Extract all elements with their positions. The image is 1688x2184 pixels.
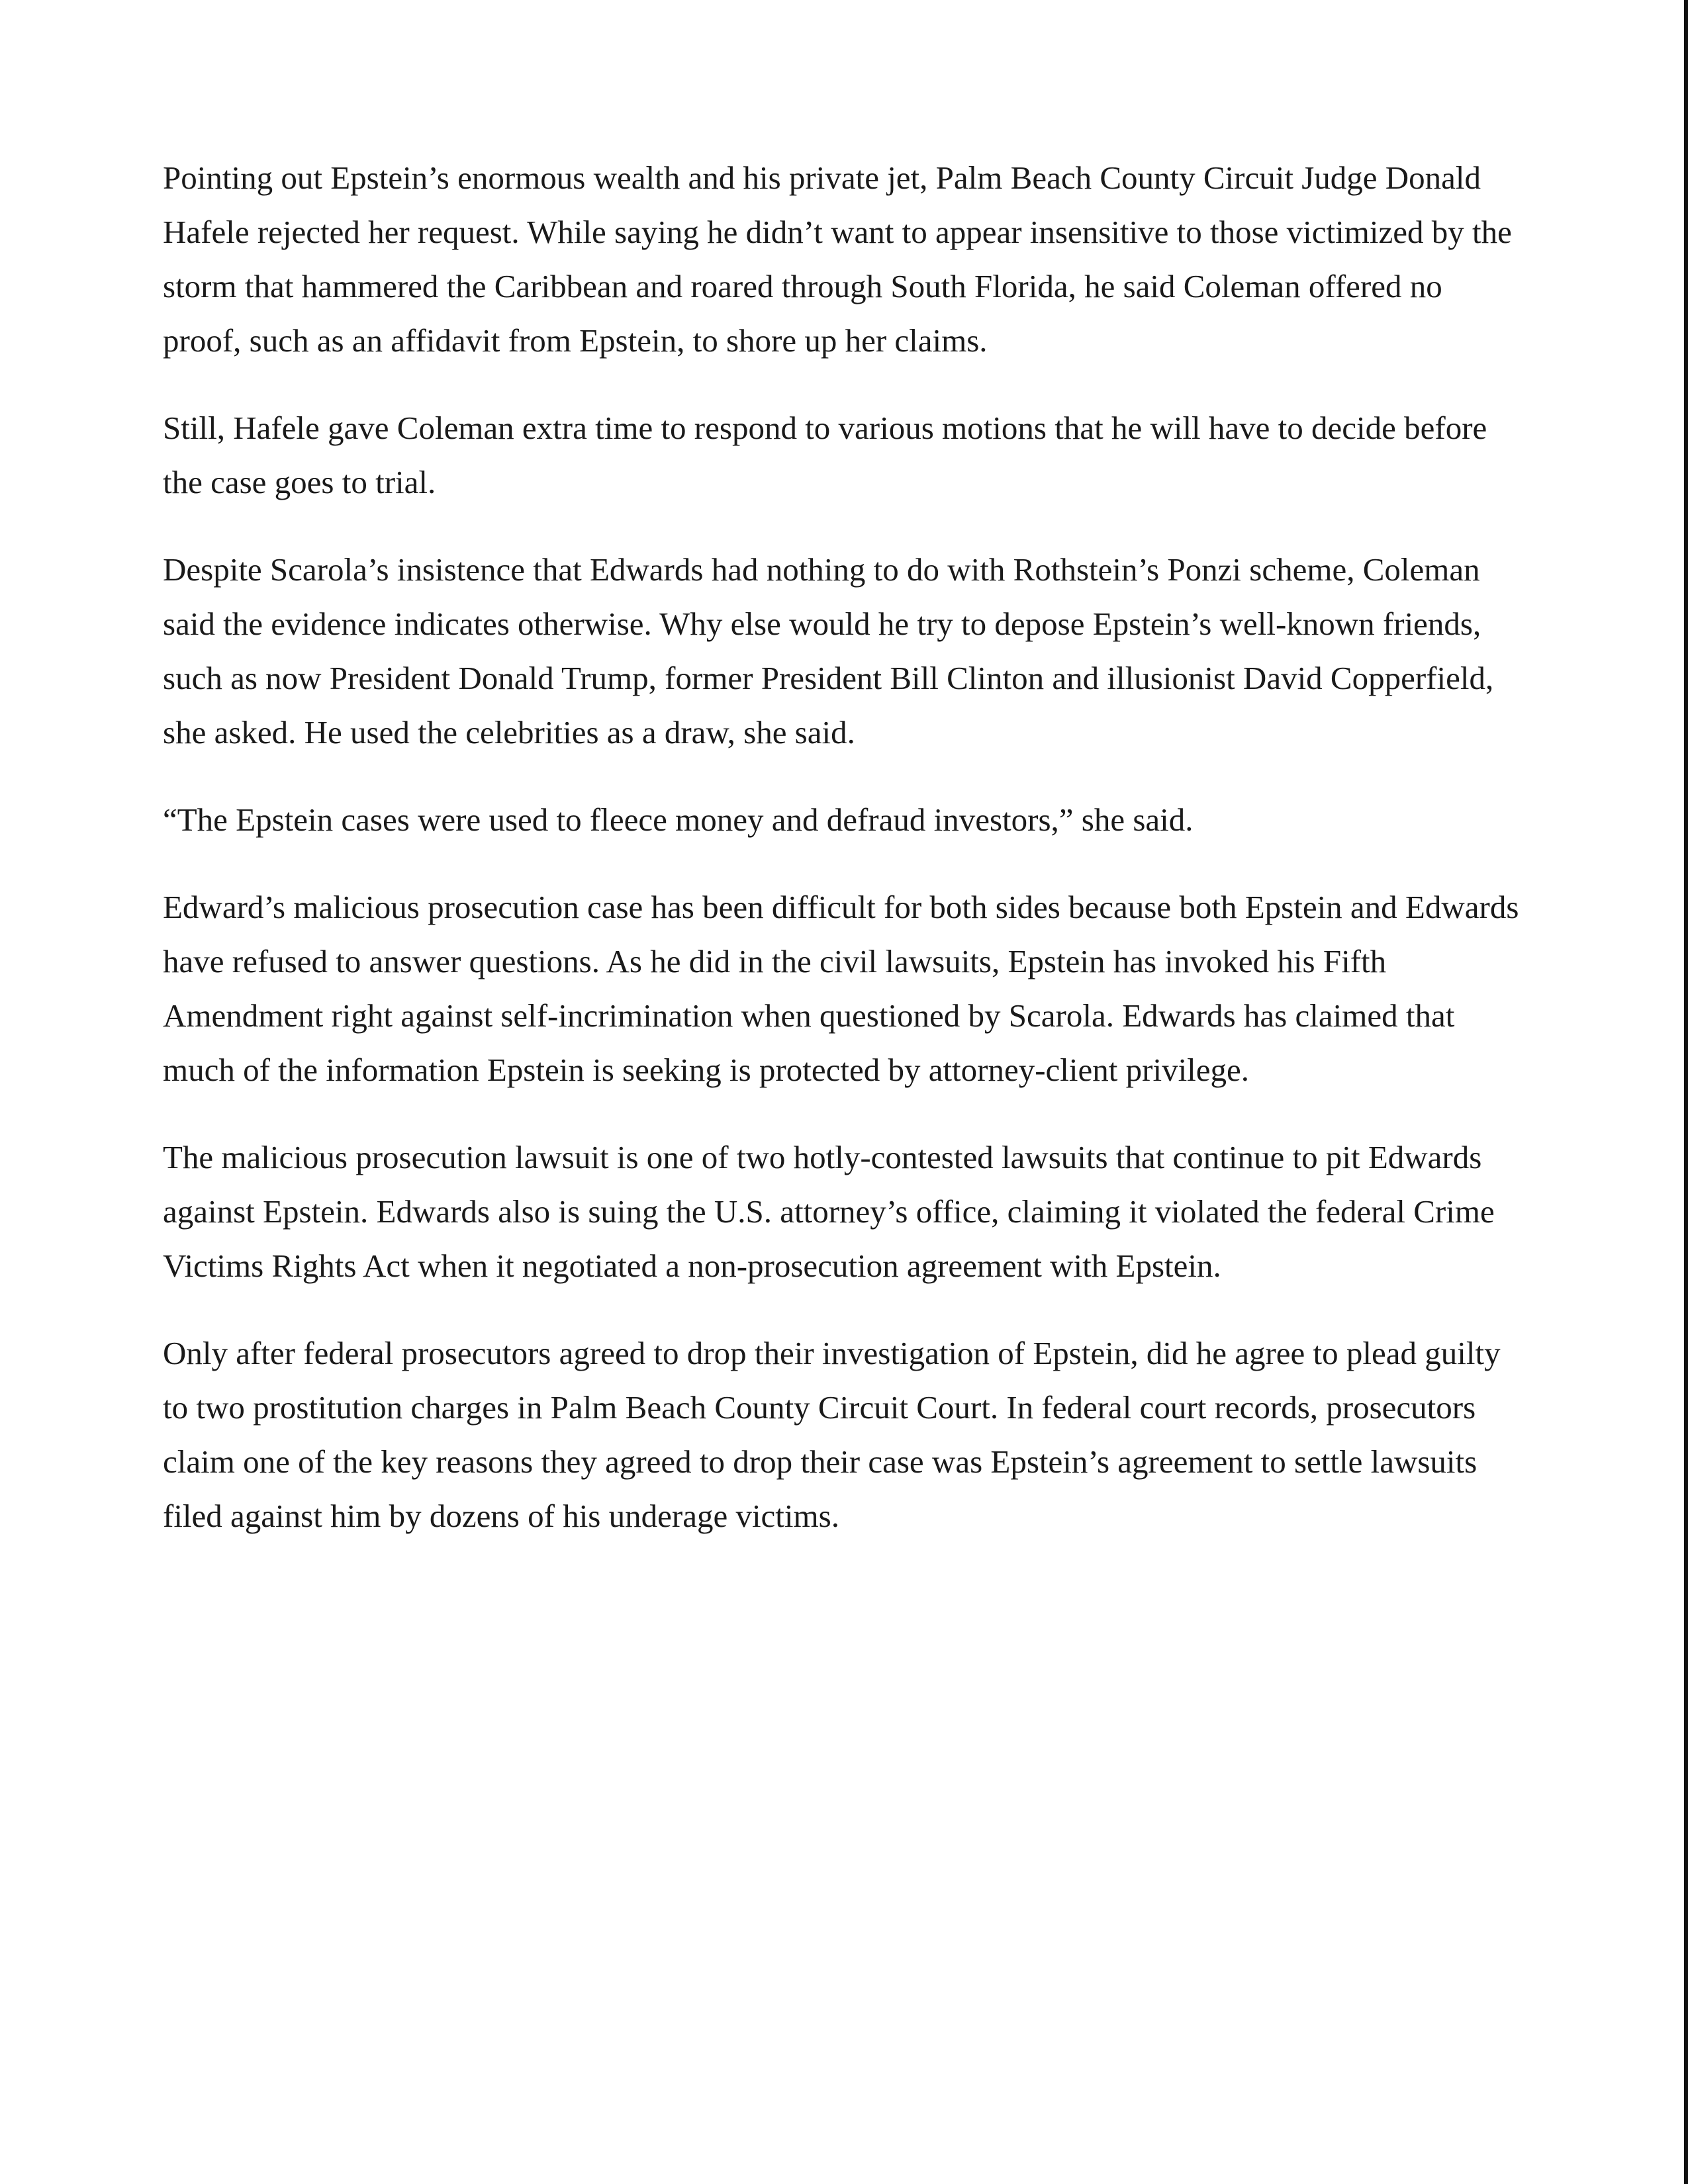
paragraph-6: The malicious prosecution lawsuit is one of two hotly-contested lawsuits that continue to pit Edwards against Epstein. Edwards also is suing the U.S. attorney’s office, claiming it violated the federal Crime Victims Rights Act when it negotiated a non-prosecution agreement with Epstein. [163, 1139, 1495, 1284]
paragraph-2: Still, Hafele gave Coleman extra time to respond to various motions that he will have to decide before the case goes to trial. [163, 410, 1487, 500]
paragraph-3: Despite Scarola’s insistence that Edwards had nothing to do with Rothstein’s Ponzi scheme, Coleman said the evidence indicates otherwise. Why else would he try to depose Epstein’s well-known friends, such as now President Donald Trump, former President Bill Clinton and illusionist David Copperfield, she asked. He used the celebrities as a draw, she said. [163, 551, 1494, 751]
paragraph-5: Edward’s malicious prosecution case has been difficult for both sides because both Epstein and Edwards have refused to answer questions. As he did in the civil lawsuits, Epstein has invoked his Fifth Amendment right against self-incrimination when questioned by Scarola. Edwards has claimed that much of the information Epstein is seeking is protected by attorney-client privilege. [163, 889, 1519, 1088]
paragraph-1: Pointing out Epstein’s enormous wealth and his private jet, Palm Beach County Circuit Judge Donald Hafele rejected her request. While saying he didn’t want to appear insensitive to those victimized by the storm that hammered the Caribbean and roared through South Florida, he said Coleman offered no proof, such as an affidavit from Epstein, to shore up her claims. [163, 159, 1512, 359]
article-body [163, 151, 1526, 1576]
paragraph-7: Only after federal prosecutors agreed to drop their investigation of Epstein, did he agree to plead guilty to two prostitution charges in Palm Beach County Circuit Court. In federal court records, prosecutors claim one of the key reasons they agreed to drop their case was Epstein’s agreement to settle lawsuits filed against him by dozens of his underage victims. [163, 1335, 1501, 1534]
scan-border [1684, 0, 1688, 2184]
paragraph-4: “The Epstein cases were used to fleece money and defraud investors,” she said. [163, 801, 1194, 838]
